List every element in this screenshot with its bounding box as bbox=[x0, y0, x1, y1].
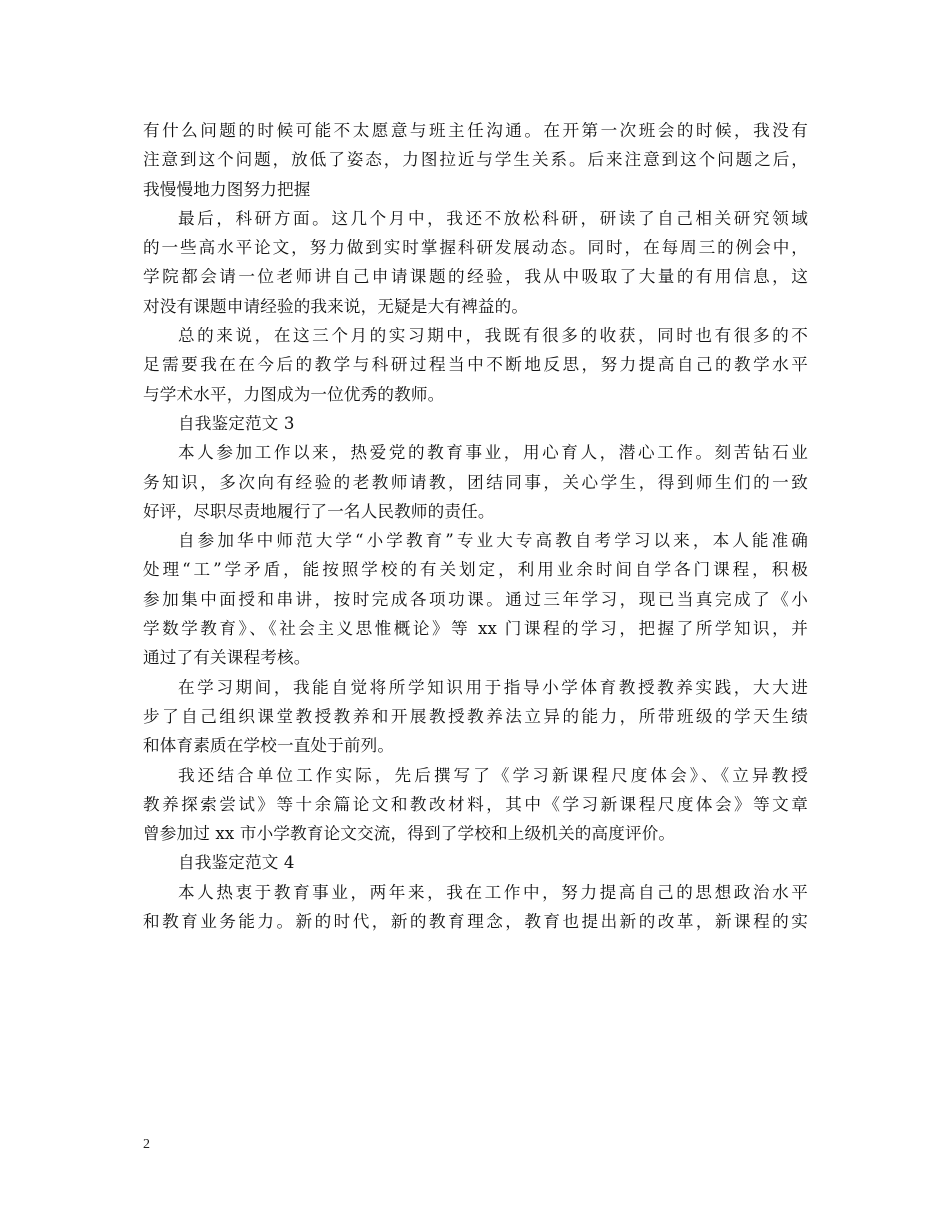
text-line: 有什么问题的时候可能不太愿意与班主任沟通。在开第一次班会的时候，我没有 bbox=[143, 121, 808, 140]
text-line: 的一些高水平论文，努力做到实时掌握科研发展动态。同时，在每周三的例会中， bbox=[143, 238, 808, 258]
text-line: 务知识，多次向有经验的老教师请教，团结同事，关心学生，得到师生们的一致 bbox=[143, 472, 808, 492]
text-line: 自我鉴定范文 3 bbox=[178, 413, 295, 433]
text-line: 自我鉴定范文 4 bbox=[178, 853, 295, 873]
text-line: 注意到这个问题，放低了姿态，力图拉近与学生关系。后来注意到这个问题之后， bbox=[143, 150, 808, 170]
text-line: 参加集中面授和串讲，按时完成各项功课。通过三年学习，现已当真完成了《小 bbox=[143, 589, 808, 609]
document-body bbox=[143, 116, 808, 936]
text-line: 对没有课题申请经验的我来说，无疑是大有裨益的。 bbox=[143, 296, 529, 316]
text-line: 曾参加过 xx 市小学教育论文交流，得到了学校和上级机关的高度评价。 bbox=[143, 824, 676, 844]
text-line: 足需要我在在今后的教学与科研过程当中不断地反思，努力提高自己的教学水平 bbox=[143, 355, 808, 375]
text-line: 通过了有关课程考核。 bbox=[143, 648, 311, 668]
text-line: 在学习期间，我能自觉将所学知识用于指导小学体育教授教养实践，大大进 bbox=[178, 677, 808, 697]
text-line: 总的来说，在这三个月的实习期中，我既有很多的收获，同时也有很多的不 bbox=[178, 326, 808, 346]
text-line: 和体育素质在学校一直处于前列。 bbox=[143, 736, 395, 756]
text-line: 处理“工”学矛盾，能按照学校的有关划定，利用业余时间自学各门课程，积极 bbox=[143, 560, 808, 580]
text-line: 学院都会请一位老师讲自己申请课题的经验，我从中吸取了大量的有用信息，这 bbox=[143, 267, 808, 287]
text-line: 学数学教育》、《社会主义思惟概论》等 xx 门课程的学习，把握了所学知识，并 bbox=[143, 619, 808, 639]
page-number: 2 bbox=[143, 1137, 150, 1152]
text-line: 我还结合单位工作实际，先后撰写了《学习新课程尺度体会》、《立异教授 bbox=[178, 765, 808, 785]
text-line: 最后，科研方面。这几个月中，我还不放松科研，研读了自己相关研究领域 bbox=[178, 208, 808, 228]
text-line: 与学术水平，力图成为一位优秀的教师。 bbox=[143, 384, 445, 404]
text-line: 好评，尽职尽责地履行了一名人民教师的责任。 bbox=[143, 501, 495, 521]
text-line: 步了自己组织课堂教授教养和开展教授教养法立异的能力，所带班级的学天生绩 bbox=[143, 706, 808, 726]
text-line: 和教育业务能力。新的时代，新的教育理念，教育也提出新的改革，新课程的实 bbox=[143, 912, 808, 932]
text-line: 自参加华中师范大学“小学教育”专业大专高教自考学习以来，本人能准确 bbox=[178, 531, 808, 551]
text-line: 教养探索尝试》等十余篇论文和教改材料，其中《学习新课程尺度体会》等文章 bbox=[143, 794, 808, 814]
text-line: 本人热衷于教育事业，两年来，我在工作中，努力提高自己的思想政治水平 bbox=[178, 882, 808, 902]
text-line: 本人参加工作以来，热爱党的教育事业，用心育人，潜心工作。刻苦钻石业 bbox=[178, 443, 808, 463]
text-line: 我慢慢地力图努力把握 bbox=[143, 179, 311, 199]
